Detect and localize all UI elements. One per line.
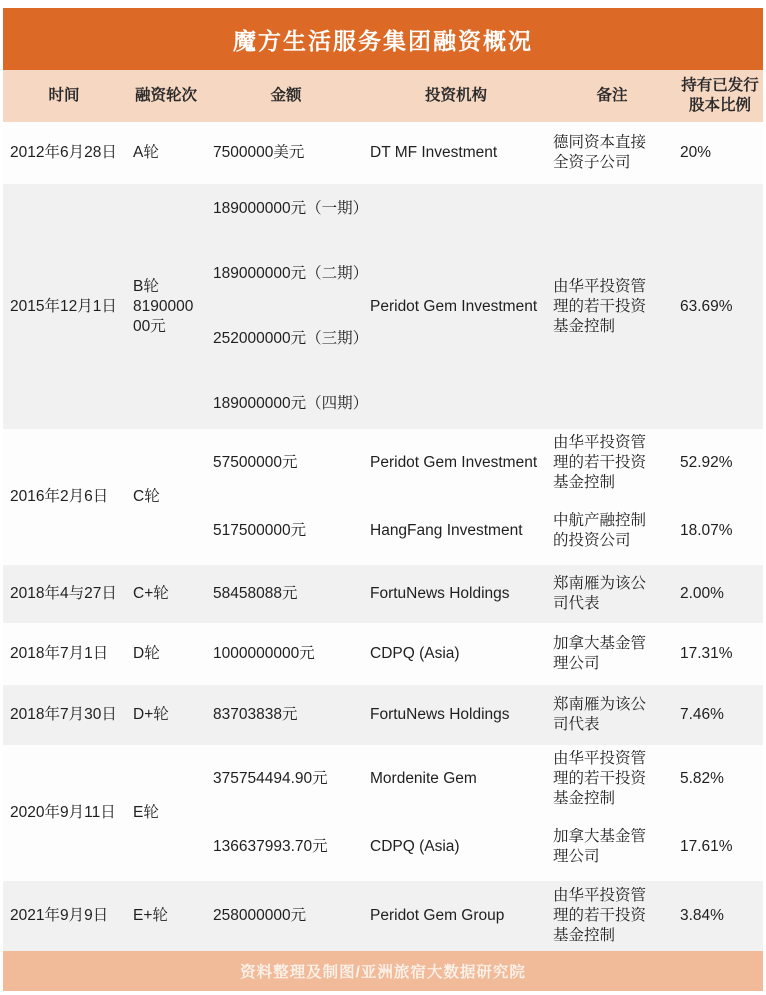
cell-round (125, 184, 207, 429)
round-label: D轮 (133, 645, 160, 662)
amount-installments (213, 199, 369, 414)
cell-investor: Peridot Gem Investment (370, 297, 538, 315)
cell-amount: 57500000元 (213, 454, 298, 471)
note-text: 加拿大基金管理公司 (553, 828, 647, 865)
table-row (3, 881, 763, 951)
table-row (3, 122, 763, 184)
cell-note (547, 745, 677, 813)
cell-round (125, 745, 207, 881)
cell-round (125, 685, 207, 745)
cell-date: 2018年7月1日 (10, 645, 109, 662)
cell-investor: Mordenite Gem (370, 770, 477, 787)
col-header-note: 备注 (596, 87, 628, 104)
cell-amount: 517500000元 (213, 522, 307, 539)
cell-investor: DT MF Investment (370, 144, 498, 161)
cell-date: 2012年6月28日 (10, 144, 117, 161)
col-header-time: 时间 (48, 87, 80, 104)
note-text: 加拿大基金管理公司 (553, 635, 647, 672)
cell-note (547, 429, 677, 497)
round-label: C+轮 (133, 585, 169, 602)
cell-round (125, 565, 207, 623)
cell-note (547, 497, 677, 565)
cell-investor: Peridot Gem Group (370, 907, 505, 924)
note-text: 德同资本直接全资子公司 (553, 134, 647, 171)
cell-investor: FortuNews Holdings (370, 706, 510, 723)
cell-ratio: 2.00% (680, 585, 724, 602)
col-header-ratio (677, 70, 763, 122)
cell-date: 2016年2月6日 (10, 488, 109, 505)
cell-note (547, 623, 677, 685)
cell-amount: 7500000美元 (213, 144, 305, 161)
cell-ratio: 3.84% (680, 907, 724, 924)
amount-line: 252000000元（三期） (213, 330, 369, 347)
cell-amount: 136637993.70元 (213, 838, 328, 855)
table-row (3, 184, 763, 429)
cell-amount: 83703838元 (213, 706, 298, 723)
cell-ratio: 17.61% (680, 838, 733, 855)
table-header-row (3, 70, 763, 122)
round-label: B轮 819000000元 (133, 277, 194, 335)
financing-table (3, 70, 763, 951)
infographic-container (3, 8, 763, 991)
cell-date: 2015年12月1日 (10, 297, 117, 315)
cell-ratio: 17.31% (680, 645, 733, 662)
cell-date: 2018年7月30日 (10, 706, 117, 723)
note-text: 郑南雁为该公司代表 (553, 575, 647, 612)
table-row (3, 565, 763, 623)
amount-line: 189000000元（二期） (213, 265, 369, 282)
col-header-round: 融资轮次 (134, 87, 197, 104)
cell-amount: 258000000元 (213, 907, 307, 924)
cell-round (125, 623, 207, 685)
cell-amount: 375754494.90元 (213, 770, 328, 787)
round-label: E+轮 (133, 907, 168, 924)
cell-note (547, 122, 677, 184)
cell-ratio: 5.82% (680, 770, 724, 787)
cell-investor: Peridot Gem Investment (370, 454, 538, 471)
cell-note (547, 685, 677, 745)
cell-ratio: 52.92% (680, 454, 733, 471)
cell-round (125, 429, 207, 565)
amount-line: 189000000元（四期） (213, 395, 369, 412)
table-row (3, 745, 763, 813)
round-label: D+轮 (133, 706, 169, 723)
cell-amount: 58458088元 (213, 585, 298, 602)
cell-date: 2021年9月9日 (10, 907, 109, 924)
cell-investor: HangFang Investment (370, 522, 523, 539)
note-text: 由华平投资管理的若干投资基金控制 (553, 750, 647, 807)
cell-note (547, 184, 677, 429)
round-label: C轮 (133, 488, 160, 505)
amount-line: 189000000元（一期） (213, 200, 369, 217)
note-text: 由华平投资管理的若干投资基金控制 (553, 887, 647, 944)
cell-note (547, 881, 677, 951)
cell-amount (207, 184, 369, 429)
cell-note (547, 813, 677, 881)
col-header-investor: 投资机构 (424, 87, 487, 104)
page-title: 魔方生活服务集团融资概况 (3, 8, 763, 70)
table-row (3, 429, 763, 497)
cell-ratio: 20% (680, 144, 712, 161)
cell-ratio: 18.07% (680, 522, 733, 539)
cell-ratio: 7.46% (680, 706, 724, 723)
cell-investor: FortuNews Holdings (370, 585, 510, 602)
source-credit: 资料整理及制图/亚洲旅宿大数据研究院 (3, 951, 763, 991)
cell-round (125, 122, 207, 184)
note-text: 由华平投资管理的若干投资基金控制 (553, 434, 647, 491)
round-label: A轮 (133, 144, 159, 161)
table-row (3, 623, 763, 685)
round-label: E轮 (133, 804, 159, 821)
note-text: 郑南雁为该公司代表 (553, 696, 647, 733)
cell-investor: CDPQ (Asia) (370, 838, 460, 855)
note-text: 由华平投资管理的若干投资基金控制 (553, 277, 647, 335)
note-text: 中航产融控制的投资公司 (553, 512, 647, 549)
cell-date: 2018年4与27日 (10, 585, 117, 602)
col-header-ratio-label: 持有已发行股本比例 (681, 77, 759, 114)
table-row (3, 685, 763, 745)
cell-amount: 1000000000元 (213, 645, 315, 662)
cell-round (125, 881, 207, 951)
cell-investor: CDPQ (Asia) (370, 645, 460, 662)
col-header-amount: 金额 (270, 87, 302, 104)
cell-note (547, 565, 677, 623)
cell-date: 2020年9月11日 (10, 804, 116, 821)
cell-ratio: 63.69% (680, 297, 733, 315)
